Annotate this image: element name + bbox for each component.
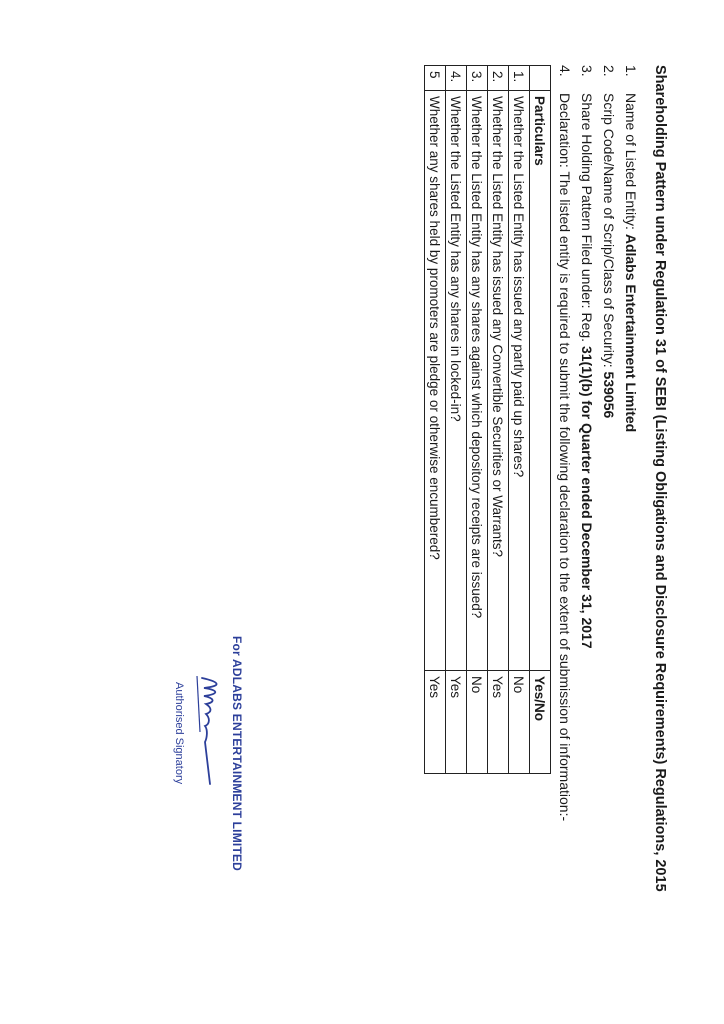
row-question: Whether the Listed Entity has issued any Convertible Securities or Warrants?	[488, 91, 509, 671]
table-row	[446, 66, 467, 774]
list-item	[620, 65, 642, 821]
item-value: 539056	[601, 371, 617, 419]
row-answer: Yes	[446, 671, 467, 774]
table-row	[509, 66, 530, 774]
list-item	[554, 65, 576, 821]
row-number: 2.	[488, 66, 509, 91]
row-question: Whether the Listed Entity has issued any partly paid up shares?	[509, 91, 530, 671]
list-item	[576, 65, 598, 821]
row-answer: No	[467, 671, 488, 774]
header-yes-no: Yes/No	[530, 671, 551, 774]
row-answer: Yes	[488, 671, 509, 774]
table-row	[425, 66, 446, 774]
row-number: 4.	[446, 66, 467, 91]
item-number: 1.	[623, 65, 639, 77]
company-stamp	[173, 636, 244, 872]
row-number: 5	[425, 66, 446, 91]
document-title: Shareholding Pattern under Regulation 31 of SEBI (Listing Obligations and Disclosure Requirements) Regulations, 2015	[652, 65, 668, 892]
row-number: 3.	[467, 66, 488, 91]
item-value: 31(1)(b) for Quarter ended December 31, 2017	[579, 345, 595, 649]
header-number-cell	[530, 66, 551, 91]
stamp-company-name: For ADLABS ENTERTAINMENT LIMITED	[230, 636, 244, 872]
row-question: Whether the Listed Entity has any shares in locked-in?	[446, 91, 467, 671]
row-answer: No	[509, 671, 530, 774]
item-value: Adlabs Entertainment Limited	[623, 233, 639, 433]
row-number: 1.	[509, 66, 530, 91]
row-question: Whether any shares held by promoters are pledge or otherwise encumbered?	[425, 91, 446, 671]
item-number: 3.	[579, 65, 595, 77]
item-label: Share Holding Pattern Filed under: Reg.	[579, 93, 595, 346]
item-label: Declaration: The listed entity is required to submit the following declaration to the extent of submission of information:-	[557, 93, 573, 822]
row-answer: Yes	[425, 671, 446, 774]
item-number: 2.	[601, 65, 617, 77]
row-question: Whether the Listed Entity has any shares against which depository receipts are issued?	[467, 91, 488, 671]
signature-icon	[190, 672, 230, 792]
stamp-signatory: Authorised Signatory	[173, 682, 185, 785]
item-number: 4.	[557, 65, 573, 77]
declaration-table	[424, 65, 551, 774]
table-row	[467, 66, 488, 774]
table-header-row	[530, 66, 551, 774]
info-list	[554, 65, 642, 821]
item-label: Name of Listed Entity:	[623, 93, 639, 234]
table-row	[488, 66, 509, 774]
header-particulars: Particulars	[530, 91, 551, 671]
list-item	[598, 65, 620, 821]
item-label: Scrip Code/Name of Scrip/Class of Security:	[601, 93, 617, 372]
